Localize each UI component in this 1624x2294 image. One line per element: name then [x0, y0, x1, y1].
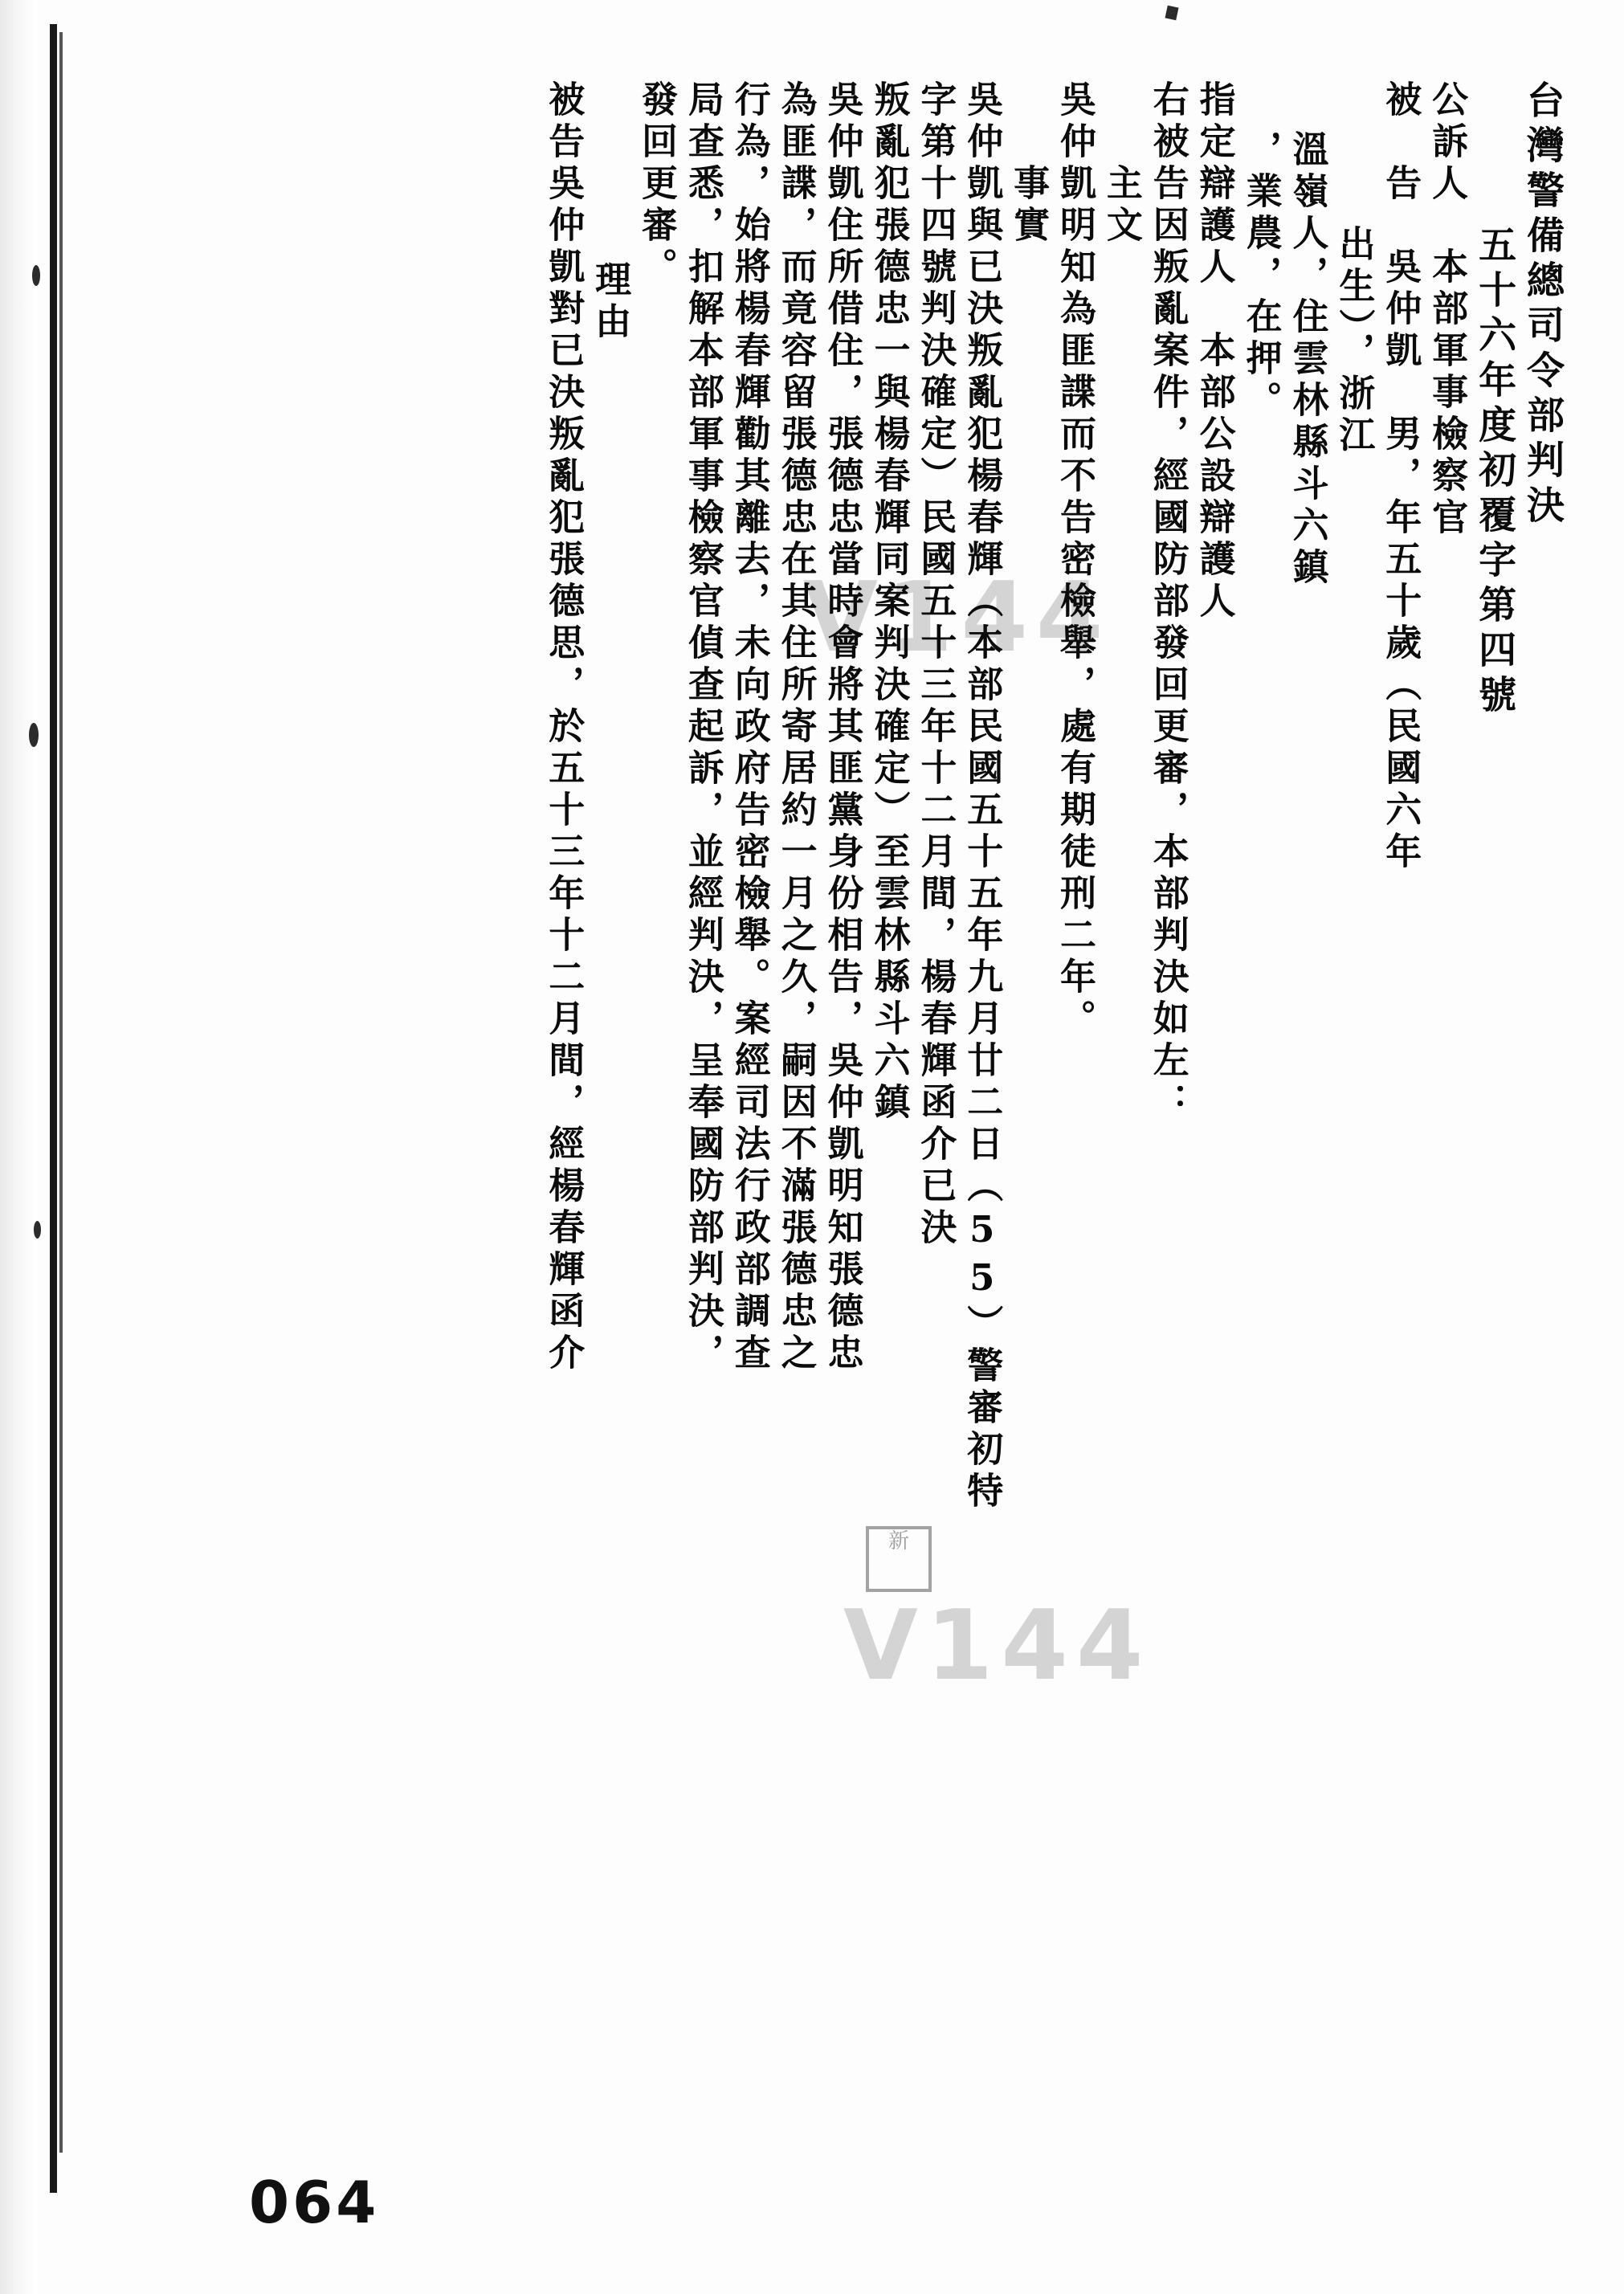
text-column: 台灣警備總司令部判決: [1520, 80, 1565, 530]
text-column: 主文: [1100, 80, 1143, 247]
text-column: 行為，始將楊春輝勸其離去，未向政府告密檢舉。案經司法行政部調查: [728, 80, 771, 1375]
text-column: 理由: [589, 177, 632, 344]
text-column: 吳仲凱與已決叛亂犯楊春輝（本部民國五十五年九月廿二日（55）警審初特: [961, 80, 1004, 1513]
scan-speck: [29, 723, 39, 747]
text-column: ，業農，在押。: [1239, 130, 1283, 422]
text-column: 溫嶺人，住雲林縣斗六鎮: [1286, 130, 1329, 590]
scan-top-mark: [1165, 6, 1178, 21]
text-column: 吳仲凱住所借住，張德忠當時會將其匪黨身份相告，吳仲凱明知張德忠: [821, 80, 864, 1375]
text-column: 局查悉，扣解本部軍事檢察官偵查起訴，並經判決，呈奉國防部判決，: [681, 80, 724, 1375]
vertical-text-body: [72, 80, 1566, 2169]
text-column: 五十六年度初覆字第四號: [1472, 225, 1517, 720]
scan-edge-artifact: [0, 0, 37, 2294]
watermark-lower: V144: [843, 1590, 1152, 1702]
text-column: 指定辯護人 本部公設辯護人: [1193, 80, 1236, 623]
text-column: 公訴人 本部軍事檢察官: [1426, 80, 1469, 540]
text-column: 被告吳仲凱對已決叛亂犯張德思，於五十三年十二月間，經楊春輝函介: [542, 80, 586, 1375]
text-column: 右被告因叛亂案件，經國防部發回更審，本部判決如左：: [1146, 80, 1189, 1125]
text-column: 事實: [1007, 80, 1051, 247]
page-number: 064: [249, 2169, 380, 2236]
scan-black-bar: [50, 24, 57, 2193]
text-column: 被 告 吳仲凱 男，年五十歲（民國六年: [1379, 80, 1422, 874]
seal-stamp: 新: [866, 1526, 932, 1592]
text-column: 發回更審。: [635, 80, 678, 289]
text-column: 為匪諜，而竟容留張德忠在其住所寄居約一月之久，嗣因不滿張德忠之: [774, 80, 818, 1375]
text-column: 字第十四號判決確定）民國五十三年十二月間，楊春輝函介已決: [914, 80, 957, 1250]
text-column: 叛亂犯張德忠一與楊春輝同案判決確定）至雲林縣斗六鎮: [867, 80, 911, 1125]
scan-gray-bar: [59, 32, 63, 2153]
text-column: 出生），浙江: [1332, 225, 1376, 458]
text-column: 吳仲凱明知為匪諜而不告密檢舉，處有期徒刑二年。: [1054, 80, 1096, 1041]
watermark-upper: V144: [803, 562, 1112, 674]
scan-speck: [32, 265, 40, 286]
scan-speck: [34, 1221, 41, 1239]
